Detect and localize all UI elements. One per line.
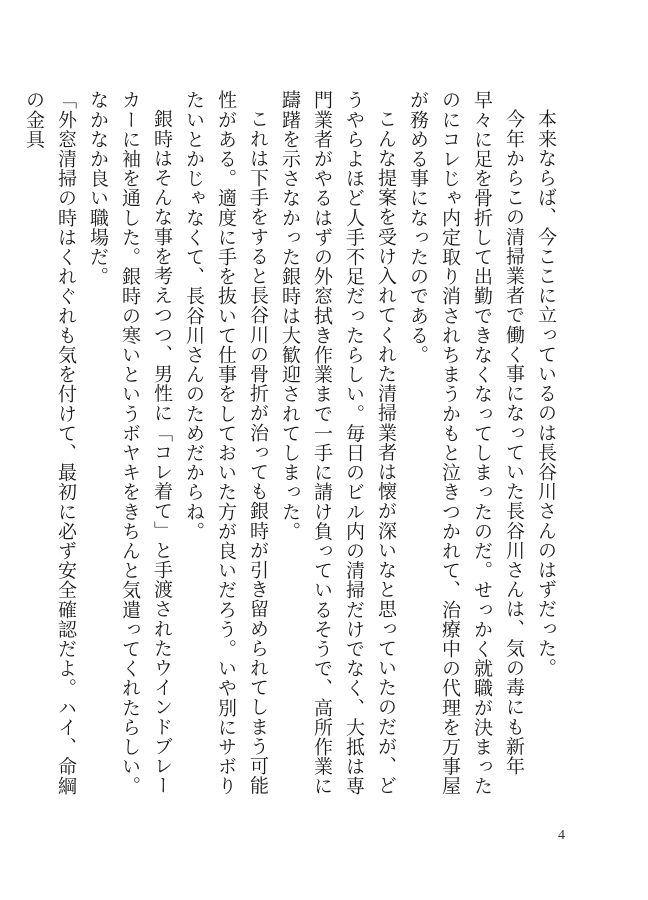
page-number: 4 (558, 828, 565, 843)
paragraph-5: 銀時はそんな事を考えつつ、男性に「コレ着て」と手渡されたウインドブレーカーに袖を通した。銀時の寒いというボヤキをきちんと気遣ってくれたらしい。なかなか良い職場だ。 (87, 90, 173, 796)
paragraph-2: 今年からこの清掃業者で働く事になっていた長谷川さんは、気の毒にも新年早々に足を骨折して出勤できなくなってしまったのだ。せっかく就職が決まったのにコレじゃ内定取り消されちまうかもと泣きつかれて、治療中の代理を万事屋が務める事になったのである。 (407, 90, 525, 796)
paragraph-1: 本来ならば、今ここに立っているのは長谷川さんのはずだった。 (535, 109, 557, 678)
paragraph-4: これは下手をすると長谷川の骨折が治っても銀時が引き留められてしまう可能性がある。適度に手を抜いて仕事をしておいた方が良いだろう。いや別にサボりたいとかじゃなくて、長谷川さんのためだからね。 (183, 90, 269, 796)
paragraph-3: こんな提案を受け入れてくれた清掃業者は懐が深いなと思っていたのだが、どうやらよほど人手不足だったらしい。毎日のビル内の清掃だけでなく、大抵は専門業者がやるはずの外窓拭き作業まで一手に請け負っているそうで、高所作業に躊躇を示さなかった銀時は大歓迎されてしまった。 (279, 90, 397, 796)
paragraph-6-dialogue: 「外窓清掃の時はくれぐれも気を付けて、最初に必ず安全確認だよ。ハイ、命綱の金具 (23, 90, 77, 796)
vertical-text-body (23, 90, 562, 810)
